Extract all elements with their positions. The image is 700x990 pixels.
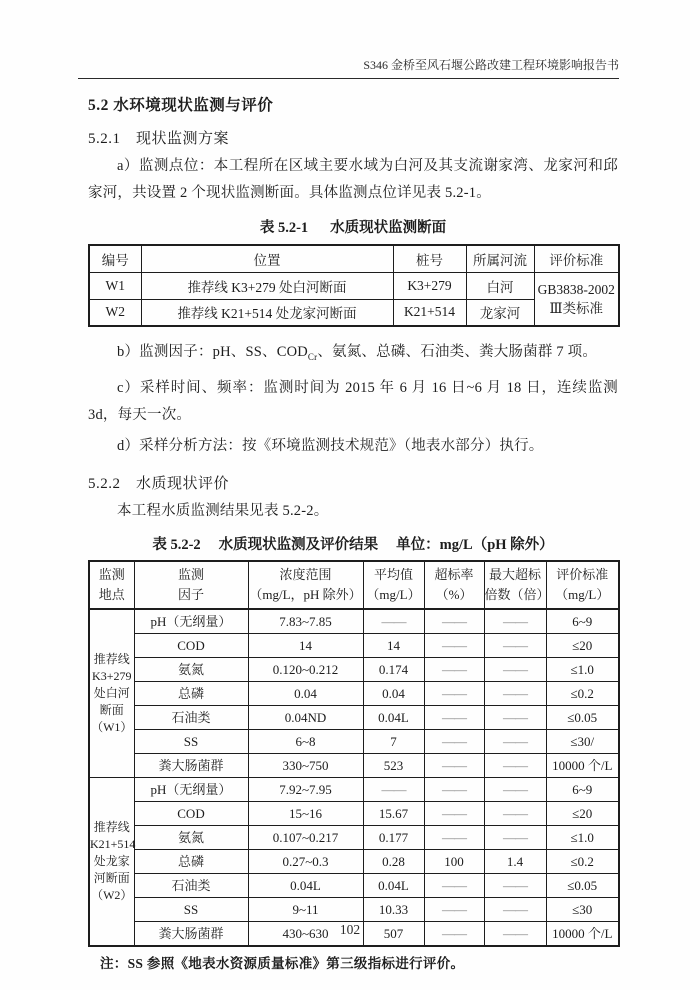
cell-value: ——: [484, 658, 546, 682]
paragraph-analysis-method: d）采样分析方法：按《环境监测技术规范》（地表水部分）执行。: [117, 438, 544, 455]
cell-id: W1: [89, 272, 141, 299]
page-content: [88, 84, 618, 972]
cell-river: 白河: [466, 272, 534, 299]
column-header: 监测 地点: [89, 561, 134, 609]
cell-location: 推荐线 K21+514 处龙家河断面: [141, 299, 393, 326]
table-row: [89, 634, 619, 658]
column-header: 监测 因子: [134, 561, 248, 609]
table-row: [89, 778, 619, 802]
table-5-2-2-body: [89, 561, 619, 946]
cell-value: 氨氮: [134, 826, 248, 850]
cell-value: ≤0.05: [546, 706, 619, 730]
cell-value: 330~750: [248, 754, 363, 778]
cell-location: 推荐线 K3+279 处白河断面: [141, 272, 393, 299]
table-row: [89, 850, 619, 874]
table-5-2-1-title: [88, 216, 618, 237]
cell-value: ——: [424, 634, 484, 658]
cell-value: COD: [134, 634, 248, 658]
cell-value: 0.04L: [363, 874, 424, 898]
cell-value: ——: [424, 730, 484, 754]
cell-value: 1.4: [484, 850, 546, 874]
column-header: 最大超标 倍数（倍）: [484, 561, 546, 609]
cell-id: W2: [89, 299, 141, 326]
paragraph-b-pre: b）监测因子：pH、SS、COD: [117, 344, 308, 360]
cell-value: 0.04L: [363, 706, 424, 730]
cell-value: 石油类: [134, 706, 248, 730]
cell-value: ≤1.0: [546, 826, 619, 850]
table-note: 注：SS 参照《地表水资源质量标准》第三级指标进行评价。: [100, 956, 465, 972]
cell-value: ——: [424, 874, 484, 898]
cell-value: ——: [484, 706, 546, 730]
cell-value: ——: [424, 609, 484, 634]
table-row: [89, 706, 619, 730]
paragraph-monitoring-factors: [88, 339, 618, 370]
cell-site: 推荐线 K3+279 处白河 断面 （W1）: [89, 609, 134, 778]
cell-value: ——: [424, 922, 484, 947]
table-row: [89, 826, 619, 850]
cell-value: 0.04L: [248, 874, 363, 898]
column-header: 桩号: [393, 245, 466, 272]
cell-value: ——: [424, 898, 484, 922]
cell-value: COD: [134, 802, 248, 826]
cell-value: 100: [424, 850, 484, 874]
cell-value: ≤30/: [546, 730, 619, 754]
table-row: [89, 658, 619, 682]
paragraph-b-post: 、氨氮、总磷、石油类、粪大肠菌群 7 项。: [317, 344, 598, 360]
table-row: [89, 682, 619, 706]
cell-value: ≤30: [546, 898, 619, 922]
table-row: [89, 609, 619, 634]
cell-value: 523: [363, 754, 424, 778]
cell-stake: K3+279: [393, 272, 466, 299]
cell-value: 430~630: [248, 922, 363, 947]
cell-value: ——: [484, 754, 546, 778]
cell-value: 0.120~0.212: [248, 658, 363, 682]
cell-value: ——: [424, 706, 484, 730]
cell-value: ——: [484, 802, 546, 826]
page-header: [78, 56, 619, 79]
table-5-2-1-caption: 水质现状监测断面: [330, 220, 447, 236]
paragraph-result-reference: 本工程水质监测结果见表 5.2-2。: [117, 502, 329, 519]
table-5-2-2-unit: 单位：mg/L（pH 除外）: [396, 537, 554, 554]
cell-value: ≤1.0: [546, 658, 619, 682]
cell-value: SS: [134, 730, 248, 754]
cell-value: ——: [484, 826, 546, 850]
cell-value: pH（无纲量）: [134, 609, 248, 634]
cell-value: 6~9: [546, 609, 619, 634]
cell-value: 14: [248, 634, 363, 658]
table-5-2-1-body: [89, 245, 619, 326]
cell-value: ≤0.2: [546, 682, 619, 706]
cell-value: 507: [363, 922, 424, 947]
column-header: 平均值 （mg/L）: [363, 561, 424, 609]
column-header: 评价标准 （mg/L）: [546, 561, 619, 609]
cell-value: SS: [134, 898, 248, 922]
cell-value: ——: [484, 682, 546, 706]
column-header: 位置: [141, 245, 393, 272]
cell-value: 总磷: [134, 850, 248, 874]
cell-value: 15.67: [363, 802, 424, 826]
cell-value: 0.28: [363, 850, 424, 874]
cell-value: ——: [363, 778, 424, 802]
table-row: [89, 272, 619, 299]
cell-value: 10000 个/L: [546, 922, 619, 947]
cell-value: ≤0.2: [546, 850, 619, 874]
table-row-header: [89, 561, 619, 609]
table-row: [89, 730, 619, 754]
column-header: 浓度范围 （mg/L，pH 除外）: [248, 561, 363, 609]
cell-value: 7.92~7.95: [248, 778, 363, 802]
cell-standard: GB3838-2002 Ⅲ类标准: [534, 272, 619, 326]
cell-value: 0.177: [363, 826, 424, 850]
cell-value: ≤20: [546, 634, 619, 658]
table-row: [89, 898, 619, 922]
page-number: 102: [339, 922, 361, 937]
table-5-2-1: [88, 244, 620, 327]
header-title: S346 金桥至风石堰公路改建工程环境影响报告书: [363, 58, 619, 72]
cod-subscript: Cr: [307, 351, 318, 362]
cell-value: 15~16: [248, 802, 363, 826]
table-5-2-2-label: 表 5.2-2: [152, 537, 201, 554]
table-row: [89, 874, 619, 898]
cell-value: 10000 个/L: [546, 754, 619, 778]
table-5-2-2-caption: 水质现状监测及评价结果: [218, 537, 379, 554]
cell-value: ——: [484, 730, 546, 754]
column-header: 超标率 （%）: [424, 561, 484, 609]
cell-value: ——: [484, 922, 546, 947]
cell-value: 0.107~0.217: [248, 826, 363, 850]
section-5-2-1-heading: 5.2.1 现状监测方案: [88, 131, 230, 147]
table-5-2-2: [88, 560, 620, 947]
cell-value: ≤0.05: [546, 874, 619, 898]
cell-value: ——: [424, 778, 484, 802]
paragraph-sampling-time: c）采样时间、频率：监测时间为 2015 年 6 月 16 日~6 月 18 日，连续监测 3d，每天一次。: [88, 380, 618, 423]
cell-site: 推荐线 K21+514 处龙家 河断面 （W2）: [89, 778, 134, 947]
cell-value: 0.27~0.3: [248, 850, 363, 874]
section-5-2-2-heading: 5.2.2 水质现状评价: [88, 475, 230, 492]
table-5-2-1-label: 表 5.2-1: [259, 220, 309, 236]
table-row-header: [89, 245, 619, 272]
column-header: 评价标准: [534, 245, 619, 272]
cell-value: 14: [363, 634, 424, 658]
cell-value: 石油类: [134, 874, 248, 898]
cell-value: 氨氮: [134, 658, 248, 682]
cell-value: 6~8: [248, 730, 363, 754]
cell-value: 0.04ND: [248, 706, 363, 730]
cell-value: 粪大肠菌群: [134, 754, 248, 778]
cell-value: 0.04: [248, 682, 363, 706]
cell-river: 龙家河: [466, 299, 534, 326]
cell-value: ≤20: [546, 802, 619, 826]
column-header: 编号: [89, 245, 141, 272]
cell-value: ——: [424, 682, 484, 706]
cell-value: ——: [484, 634, 546, 658]
cell-value: 7: [363, 730, 424, 754]
paragraph-monitoring-points: a）监测点位：本工程所在区域主要水域为白河及其支流谢家湾、龙家河和邱家河，共设置 2 个现状监测断面。具体监测点位详见表 5.2-1。: [88, 158, 618, 201]
cell-value: 0.174: [363, 658, 424, 682]
cell-value: ——: [424, 826, 484, 850]
cell-value: pH（无纲量）: [134, 778, 248, 802]
cell-value: ——: [484, 874, 546, 898]
cell-value: 7.83~7.85: [248, 609, 363, 634]
cell-value: ——: [424, 802, 484, 826]
cell-value: 粪大肠菌群: [134, 922, 248, 947]
cell-value: 6~9: [546, 778, 619, 802]
cell-value: ——: [484, 609, 546, 634]
cell-value: 10.33: [363, 898, 424, 922]
cell-value: ——: [484, 898, 546, 922]
cell-value: ——: [424, 658, 484, 682]
cell-value: 总磷: [134, 682, 248, 706]
cell-value: 0.04: [363, 682, 424, 706]
cell-value: ——: [424, 754, 484, 778]
cell-value: ——: [363, 609, 424, 634]
cell-value: 9~11: [248, 898, 363, 922]
cell-value: ——: [484, 778, 546, 802]
cell-stake: K21+514: [393, 299, 466, 326]
section-5-2-heading: 5.2 水环境现状监测与评价: [88, 97, 274, 114]
column-header: 所属河流: [466, 245, 534, 272]
table-5-2-2-title: [88, 533, 618, 554]
table-row: [89, 802, 619, 826]
table-row: [89, 754, 619, 778]
